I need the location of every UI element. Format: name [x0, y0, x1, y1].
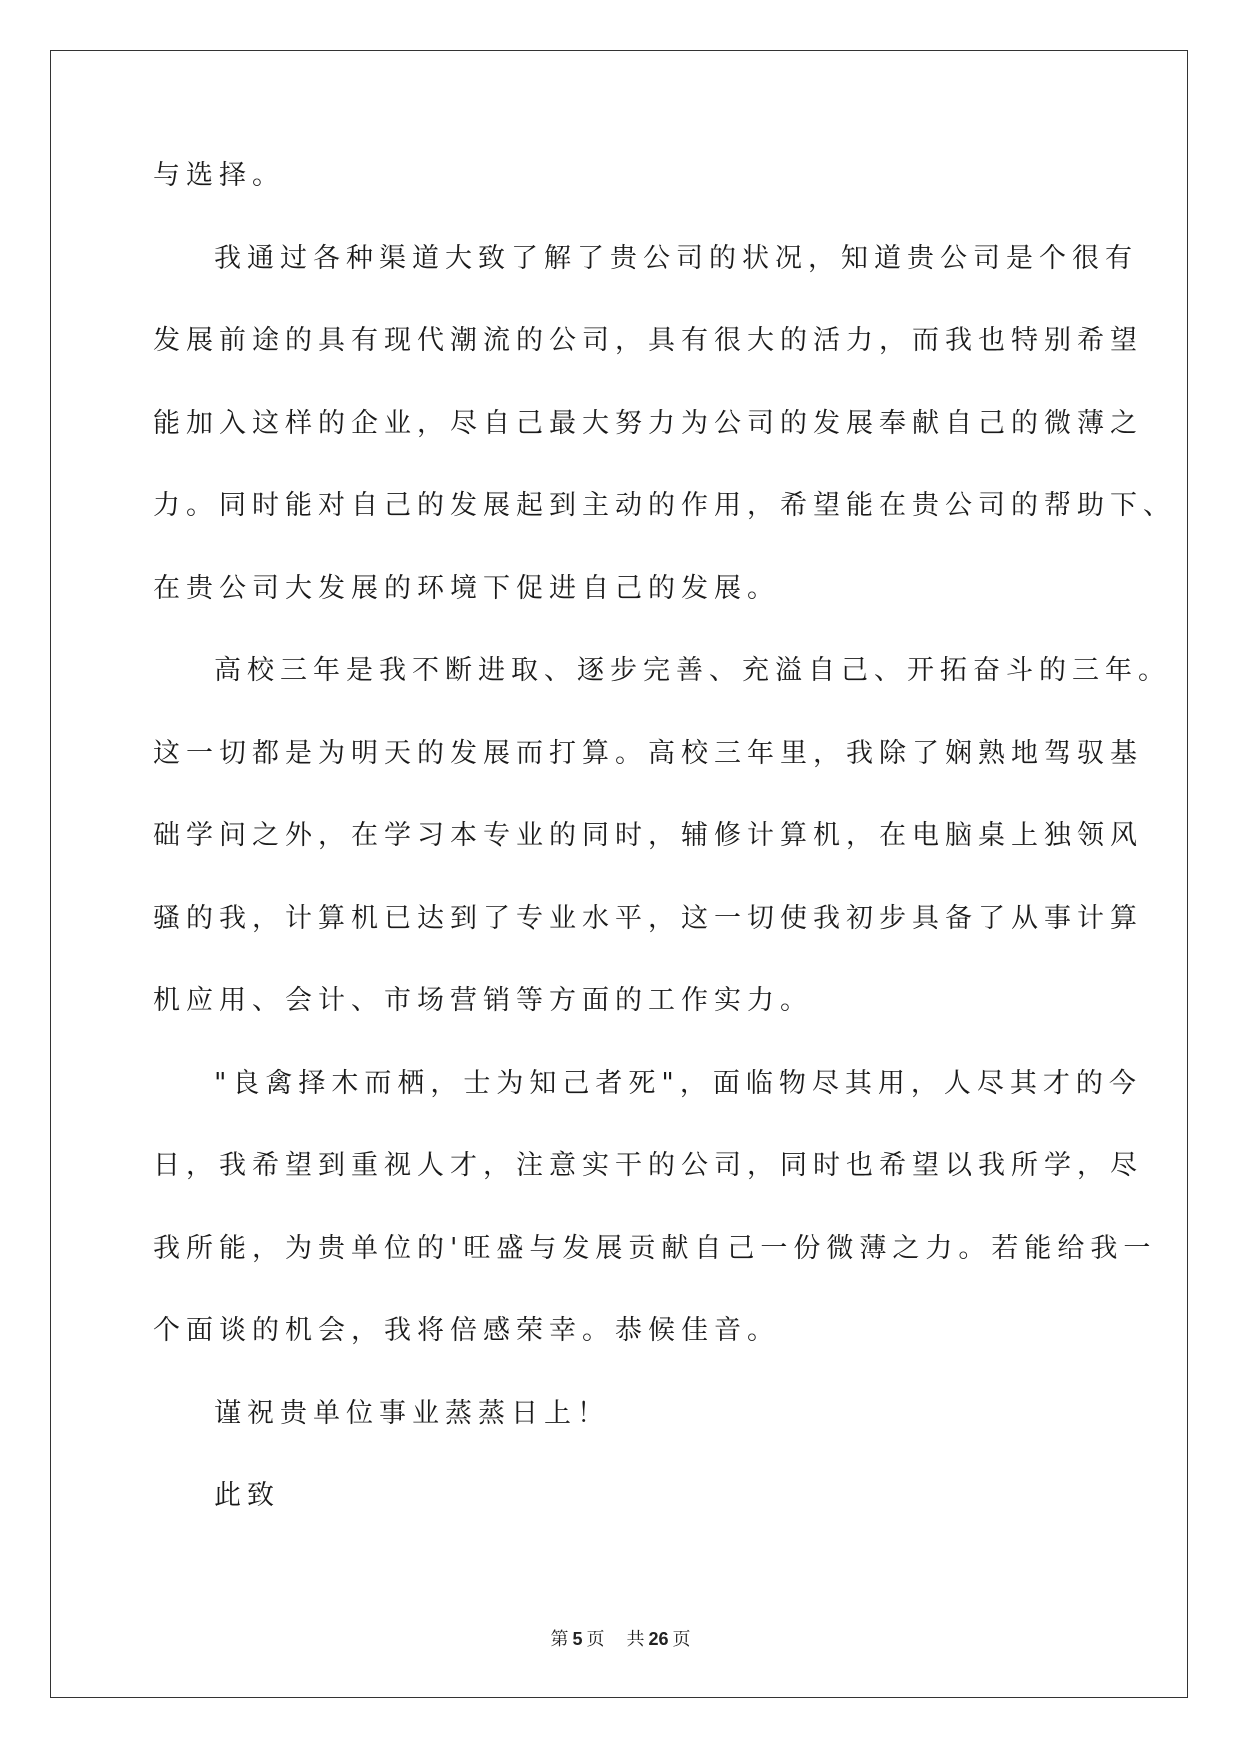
- page-footer: [0, 1625, 1241, 1651]
- text-line: 个面谈的机会，我将倍感荣幸。恭候佳音。: [153, 1315, 780, 1346]
- text-line: 我通过各种渠道大致了解了贵公司的状况，知道贵公司是个很有: [214, 242, 1138, 274]
- page-prefix: 第: [550, 1629, 569, 1650]
- text-line: 力。同时能对自己的发展起到主动的作用，希望能在贵公司的帮助下、: [153, 490, 1176, 521]
- page-suffix: 页: [586, 1629, 605, 1650]
- text-line: "良禽择木而栖，士为知己者死"，面临物尽其用，人尽其才的今: [214, 1067, 1142, 1099]
- salutation: 此致: [214, 1480, 280, 1511]
- text-line: 机应用、会计、市场营销等方面的工作实力。: [153, 985, 813, 1016]
- text-line: 发展前途的具有现代潮流的公司，具有很大的活力，而我也特别希望: [153, 325, 1143, 356]
- text-line: 这一切都是为明天的发展而打算。高校三年里，我除了娴熟地驾驭基: [153, 737, 1143, 769]
- text-line: 在贵公司大发展的环境下促进自己的发展。: [153, 572, 780, 604]
- text-line: 我所能，为贵单位的'旺盛与发展贡献自己一份微薄之力。若能给我一: [153, 1232, 1157, 1264]
- letter-body: [153, 160, 1176, 1564]
- text-line: 础学问之外，在学习本专业的同时，辅修计算机，在电脑桌上独领风: [153, 820, 1143, 851]
- text-line: 高校三年是我不断进取、逐步完善、充溢自己、开拓奋斗的三年。: [214, 655, 1171, 686]
- closing-wish: 谨祝贵单位事业蒸蒸日上！: [214, 1397, 610, 1429]
- page-number: 5: [572, 1629, 583, 1649]
- text-line: 能加入这样的企业，尽自己最大努力为公司的发展奉献自己的微薄之: [153, 407, 1143, 439]
- total-prefix: 共: [626, 1629, 645, 1650]
- text-line: 日，我希望到重视人才，注意实干的公司，同时也希望以我所学，尽: [153, 1150, 1143, 1181]
- text-line: 与选择。: [153, 160, 285, 191]
- text-line: 骚的我，计算机已达到了专业水平，这一切使我初步具备了从事计算: [153, 902, 1143, 934]
- total-pages: 26: [648, 1629, 669, 1649]
- total-suffix: 页: [672, 1629, 691, 1650]
